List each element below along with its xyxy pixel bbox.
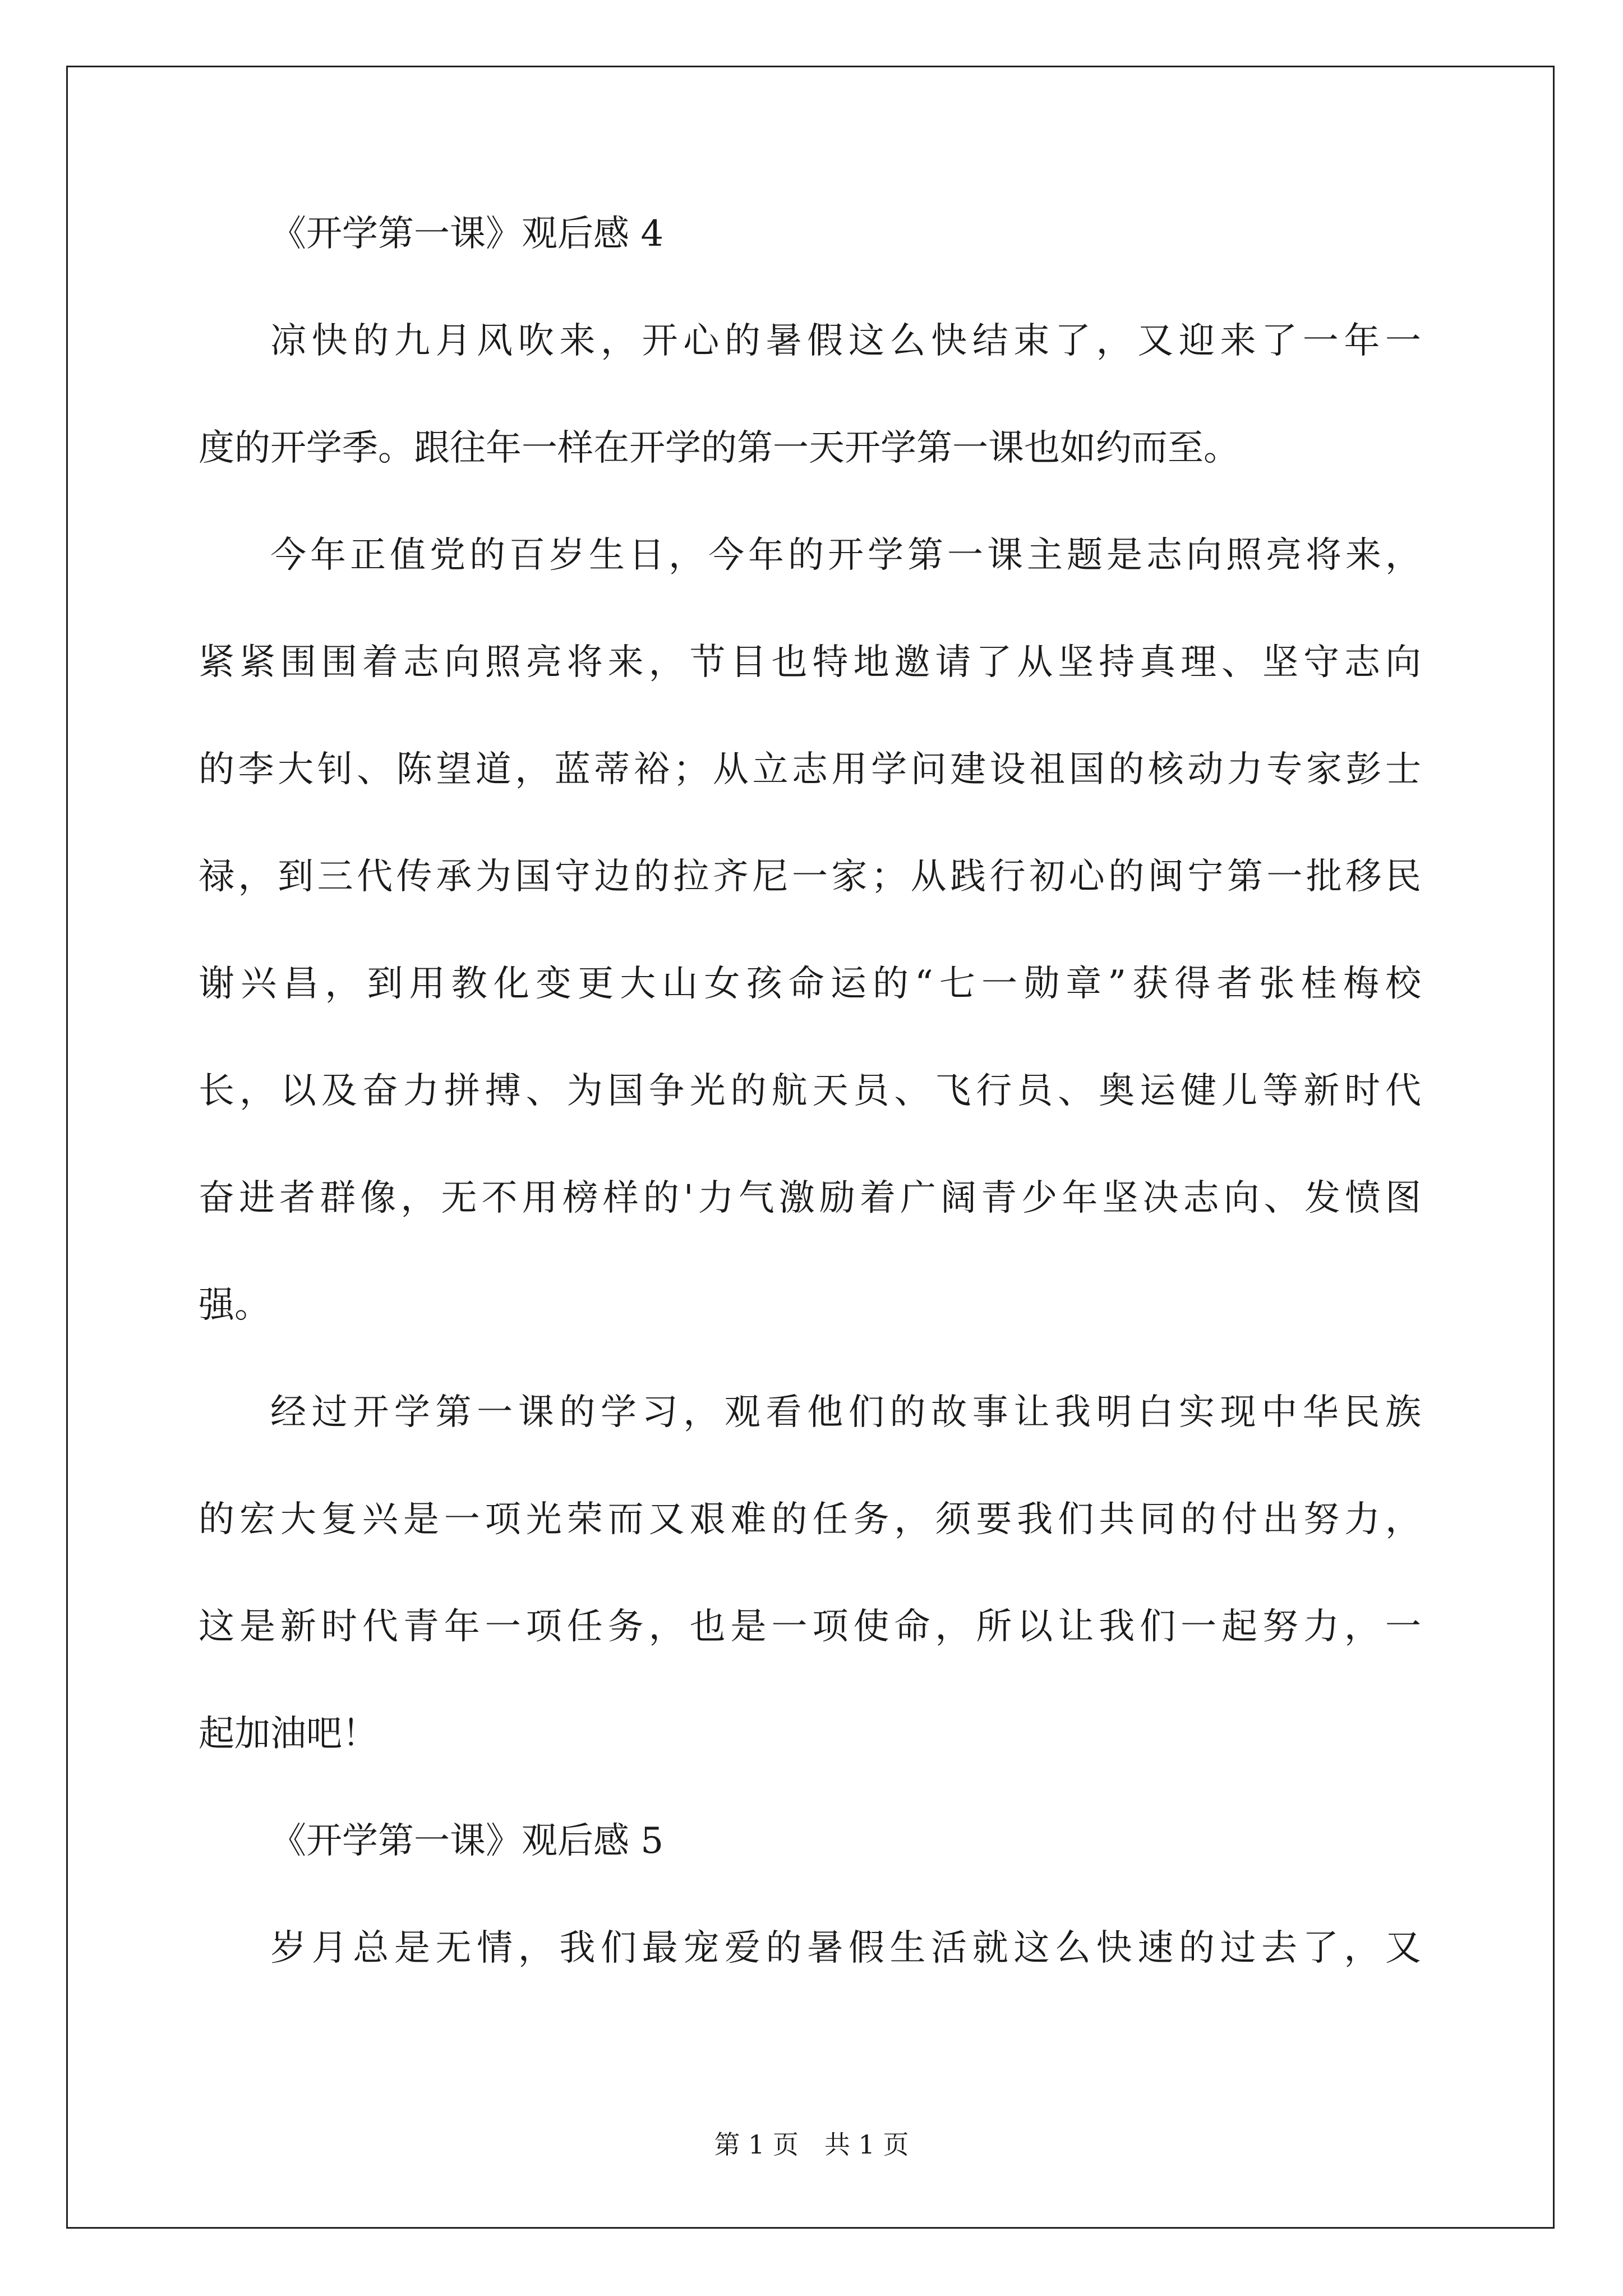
paragraph-line: 禄，到三代传承为国守边的拉齐尼一家；从践行初心的闽宁第一批移民 [199, 856, 1421, 898]
paragraph-line: 长，以及奋力拼搏、为国争光的航天员、飞行员、奥运健儿等新时代 [199, 1070, 1421, 1112]
paragraph-line: 的宏大复兴是一项光荣而又艰难的任务，须要我们共同的付出努力， [199, 1499, 1421, 1540]
section-heading: 《开学第一课》观后感 5 [270, 1820, 664, 1862]
paragraph-line: 今年正值党的百岁生日，今年的开学第一课主题是志向照亮将来， [270, 535, 1421, 576]
section-heading: 《开学第一课》观后感 4 [270, 213, 664, 255]
paragraph-line: 这是新时代青年一项任务，也是一项使命，所以让我们一起努力，一 [199, 1606, 1421, 1648]
paragraph-line: 奋进者群像，无不用榜样的'力气激励着广阔青少年坚决志向、发愤图 [199, 1177, 1421, 1219]
paragraph-line: 起加油吧！ [199, 1713, 378, 1755]
paragraph-line: 经过开学第一课的学习，观看他们的故事让我明白实现中华民族 [270, 1392, 1421, 1433]
paragraph-line: 谢兴昌，到用教化变更大山女孩命运的“七一勋章”获得者张桂梅校 [199, 963, 1421, 1005]
paragraph-line: 紧紧围围着志向照亮将来，节目也特地邀请了从坚持真理、坚守志向 [199, 642, 1421, 683]
page-number-footer: 第 1 页 共 1 页 [714, 2129, 909, 2160]
document-body [199, 213, 1421, 1969]
paragraph-line: 凉快的九月风吹来，开心的暑假这么快结束了，又迎来了一年一 [270, 320, 1421, 362]
paragraph-line: 强。 [199, 1285, 270, 1326]
paragraph-line: 岁月总是无情，我们最宠爱的暑假生活就这么快速的过去了，又 [270, 1927, 1421, 1969]
paragraph-line: 的李大钊、陈望道，蓝蒂裕；从立志用学问建设祖国的核动力专家彭士 [199, 749, 1421, 790]
paragraph-line: 度的开学季。跟往年一样在开学的第一天开学第一课也如约而至。 [199, 427, 1239, 469]
